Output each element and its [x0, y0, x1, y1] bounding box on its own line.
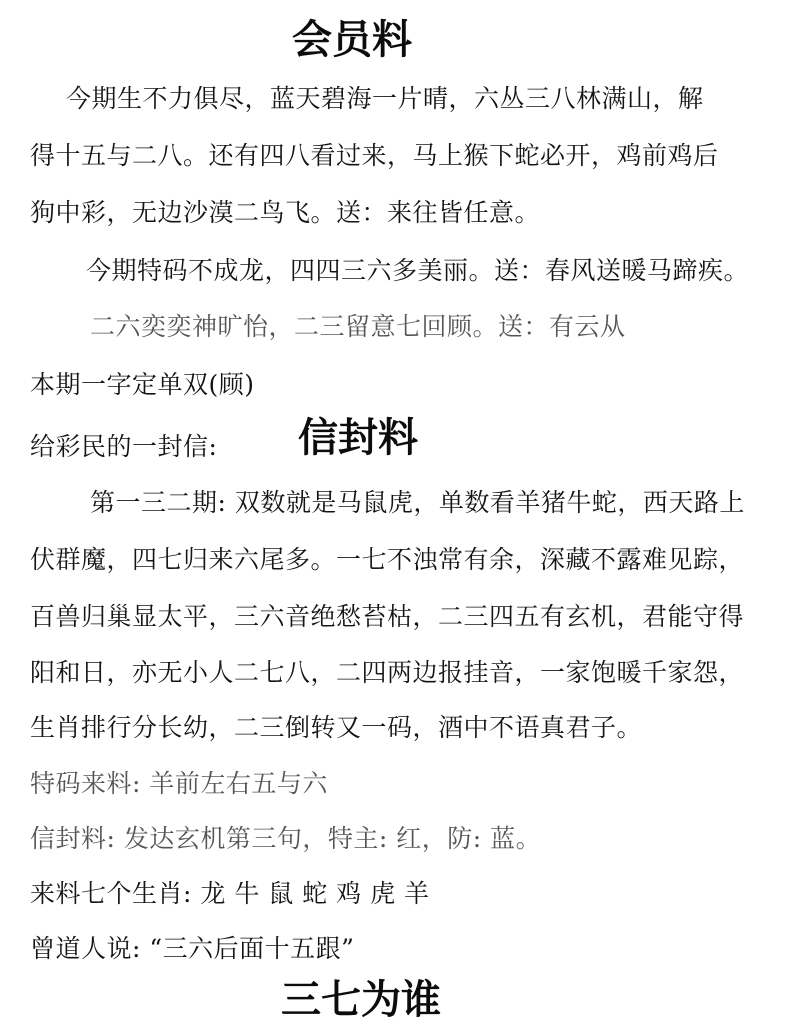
envelope-line-5: 生肖排行分长幼，二三倒转又一码，酒中不语真君子。: [30, 713, 643, 742]
member-line-5: 二六奕奕神旷怡，二三留意七回顾。送：有云从: [90, 312, 626, 341]
member-line-3: 狗中彩，无边沙漠二鸟飞。送：来往皆任意。: [30, 198, 541, 227]
envelope-line-3: 百兽归巢显太平，三六音绝愁苔枯，二三四五有玄机，君能守得: [30, 602, 745, 631]
member-line-4: 今期特码不成龙，四四三六多美丽。送：春风送暖马蹄疾。: [86, 256, 750, 285]
title-envelope-material: 信封料: [298, 415, 418, 461]
seven-zodiac-line: 来料七个生肖: 龙 牛 鼠 蛇 鸡 虎 羊: [30, 879, 430, 908]
special-code-line: 特码来料: 羊前左右五与六: [30, 769, 328, 798]
member-line-2: 得十五与二八。还有四八看过来，马上猴下蛇必开，鸡前鸡后: [30, 141, 719, 170]
taoist-says-line: 曾道人说: “三六后面十五跟”: [30, 934, 355, 963]
envelope-note-line: 信封料: 发达玄机第三句，特主: 红，防: 蓝。: [30, 824, 542, 853]
title-who-is-three-seven: 三七为谁: [281, 977, 441, 1023]
title-member-material: 会员料: [292, 17, 412, 63]
envelope-line-4: 阳和日，亦无小人二七八，二四两边报挂音，一家饱暖千家怨，: [30, 658, 745, 687]
envelope-line-1: 第一三二期: 双数就是马鼠虎，单数看羊猪牛蛇，西天路上: [90, 488, 745, 517]
member-line-6: 本期一字定单双(顾): [30, 370, 255, 399]
letter-intro: 给彩民的一封信:: [30, 432, 218, 461]
member-line-1: 今期生不力俱尽，蓝天碧海一片晴，六丛三八林满山，解: [66, 84, 704, 113]
envelope-line-2: 伏群魔，四七归来六尾多。一七不浊常有余，深藏不露难见踪，: [30, 545, 745, 574]
